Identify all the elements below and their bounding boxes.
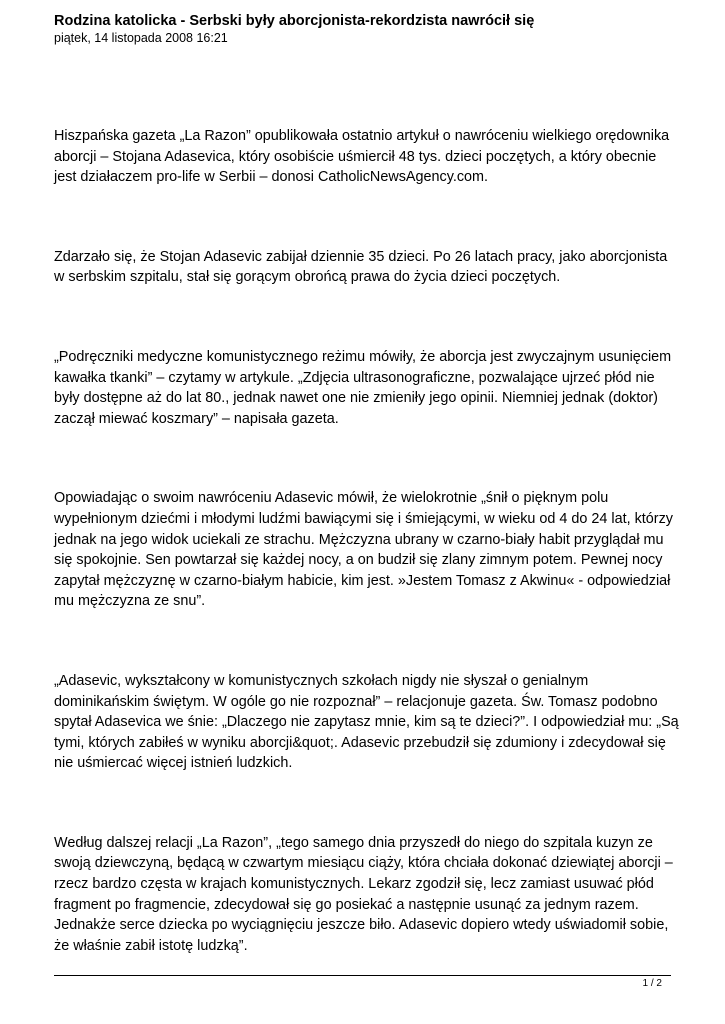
- article-paragraph-5: „Adasevic, wykształcony w komunistycznych szkołach nigdy nie słyszał o genialnym dominikańskim świętym. W ogóle go nie rozpoznał” – relacjonuje gazeta. Św. Tomasz podobno spytał Adasevica we śnie: „Dlaczego nie zapytasz mnie, kim są te dzieci?”. I odpowiedział mu: „Są tymi, których zabiłeś w wyniku aborcji&quot;. Adasevic przebudził się zdumiony i zdecydował się nie uśmiercać więcej istnień ludzkich.: [54, 672, 679, 772]
- article-paragraph-1: Hiszpańska gazeta „La Razon” opublikowała ostatnio artykuł o nawróceniu wielkiego orędownika aborcji – Stojana Adasevica, który osobiście uśmiercił 48 tys. dzieci poczętych, a który obecnie jest działaczem pro-life w Serbii – donosi CatholicNewsAgency.com.: [54, 128, 670, 186]
- article-paragraph-3: „Podręczniki medyczne komunistycznego reżimu mówiły, że aborcja jest zwyczajnym usunięciem kawałka tkanki” – czytamy w artykule. „Zdjęcia ultrasonograficzne, pozwalające ujrzeć płód nie były dostępne aż do lat 80., jednak nawet one nie zmieniły jego opinii. Niemniej jednak (doktor) zaczął miewać koszmary” – napisała gazeta.: [54, 348, 672, 427]
- page-title: Rodzina katolicka - Serbski były aborcjonista-rekordzista nawrócił się: [54, 13, 535, 29]
- document-header: [54, 12, 674, 46]
- article-paragraph-2: Zdarzało się, że Stojan Adasevic zabijał dziennie 35 dzieci. Po 26 latach pracy, jako aborcjonista w serbskim szpitalu, stał się gorącym obrońcą prawa do życia dzieci poczętych.: [54, 248, 668, 286]
- page-number: 1 / 2: [642, 978, 662, 989]
- article-body: [54, 126, 679, 1015]
- article-paragraph-6: Według dalszej relacji „La Razon”, „tego samego dnia przyszedł do niego do szpitala kuzyn ze swoją dziewczyną, będącą w czwartym miesiącu ciąży, która chciała dokonać dziewiątej aborcji – rzecz bardzo częsta w krajach komunistycznych. Lekarz zgodził się, lecz zamiast usuwać płód fragment po fragmencie, zdecydował się go posiekać a następnie usunąć za jednym razem. Jednakże serce dziecka po wyciągnięciu jeszcze biło. Adasevic dopiero wtedy uświadomił sobie, że właśnie zabił istotę ludzką”.: [54, 834, 673, 954]
- article-paragraph-4: Opowiadając o swoim nawróceniu Adasevic mówił, że wielokrotnie „śnił o pięknym polu wypełnionym dziećmi i młodymi ludźmi bawiącymi się i śmiejącymi, w wieku od 4 do 24 lat, którzy jednak na jego widok uciekali ze strachu. Mężczyzna ubrany w czarno-biały habit przyglądał mu się spokojnie. Sen powtarzał się każdej nocy, a on budził się zlany zimnym potem. Pewnej nocy zapytał mężczyznę w czarno-białym habicie, kim jest. »Jestem Tomasz z Akwinu« - odpowiedział mu mężczyzna ze snu”.: [54, 490, 673, 610]
- publication-date: piątek, 14 listopada 2008 16:21: [54, 31, 228, 45]
- footer-divider: [54, 975, 671, 976]
